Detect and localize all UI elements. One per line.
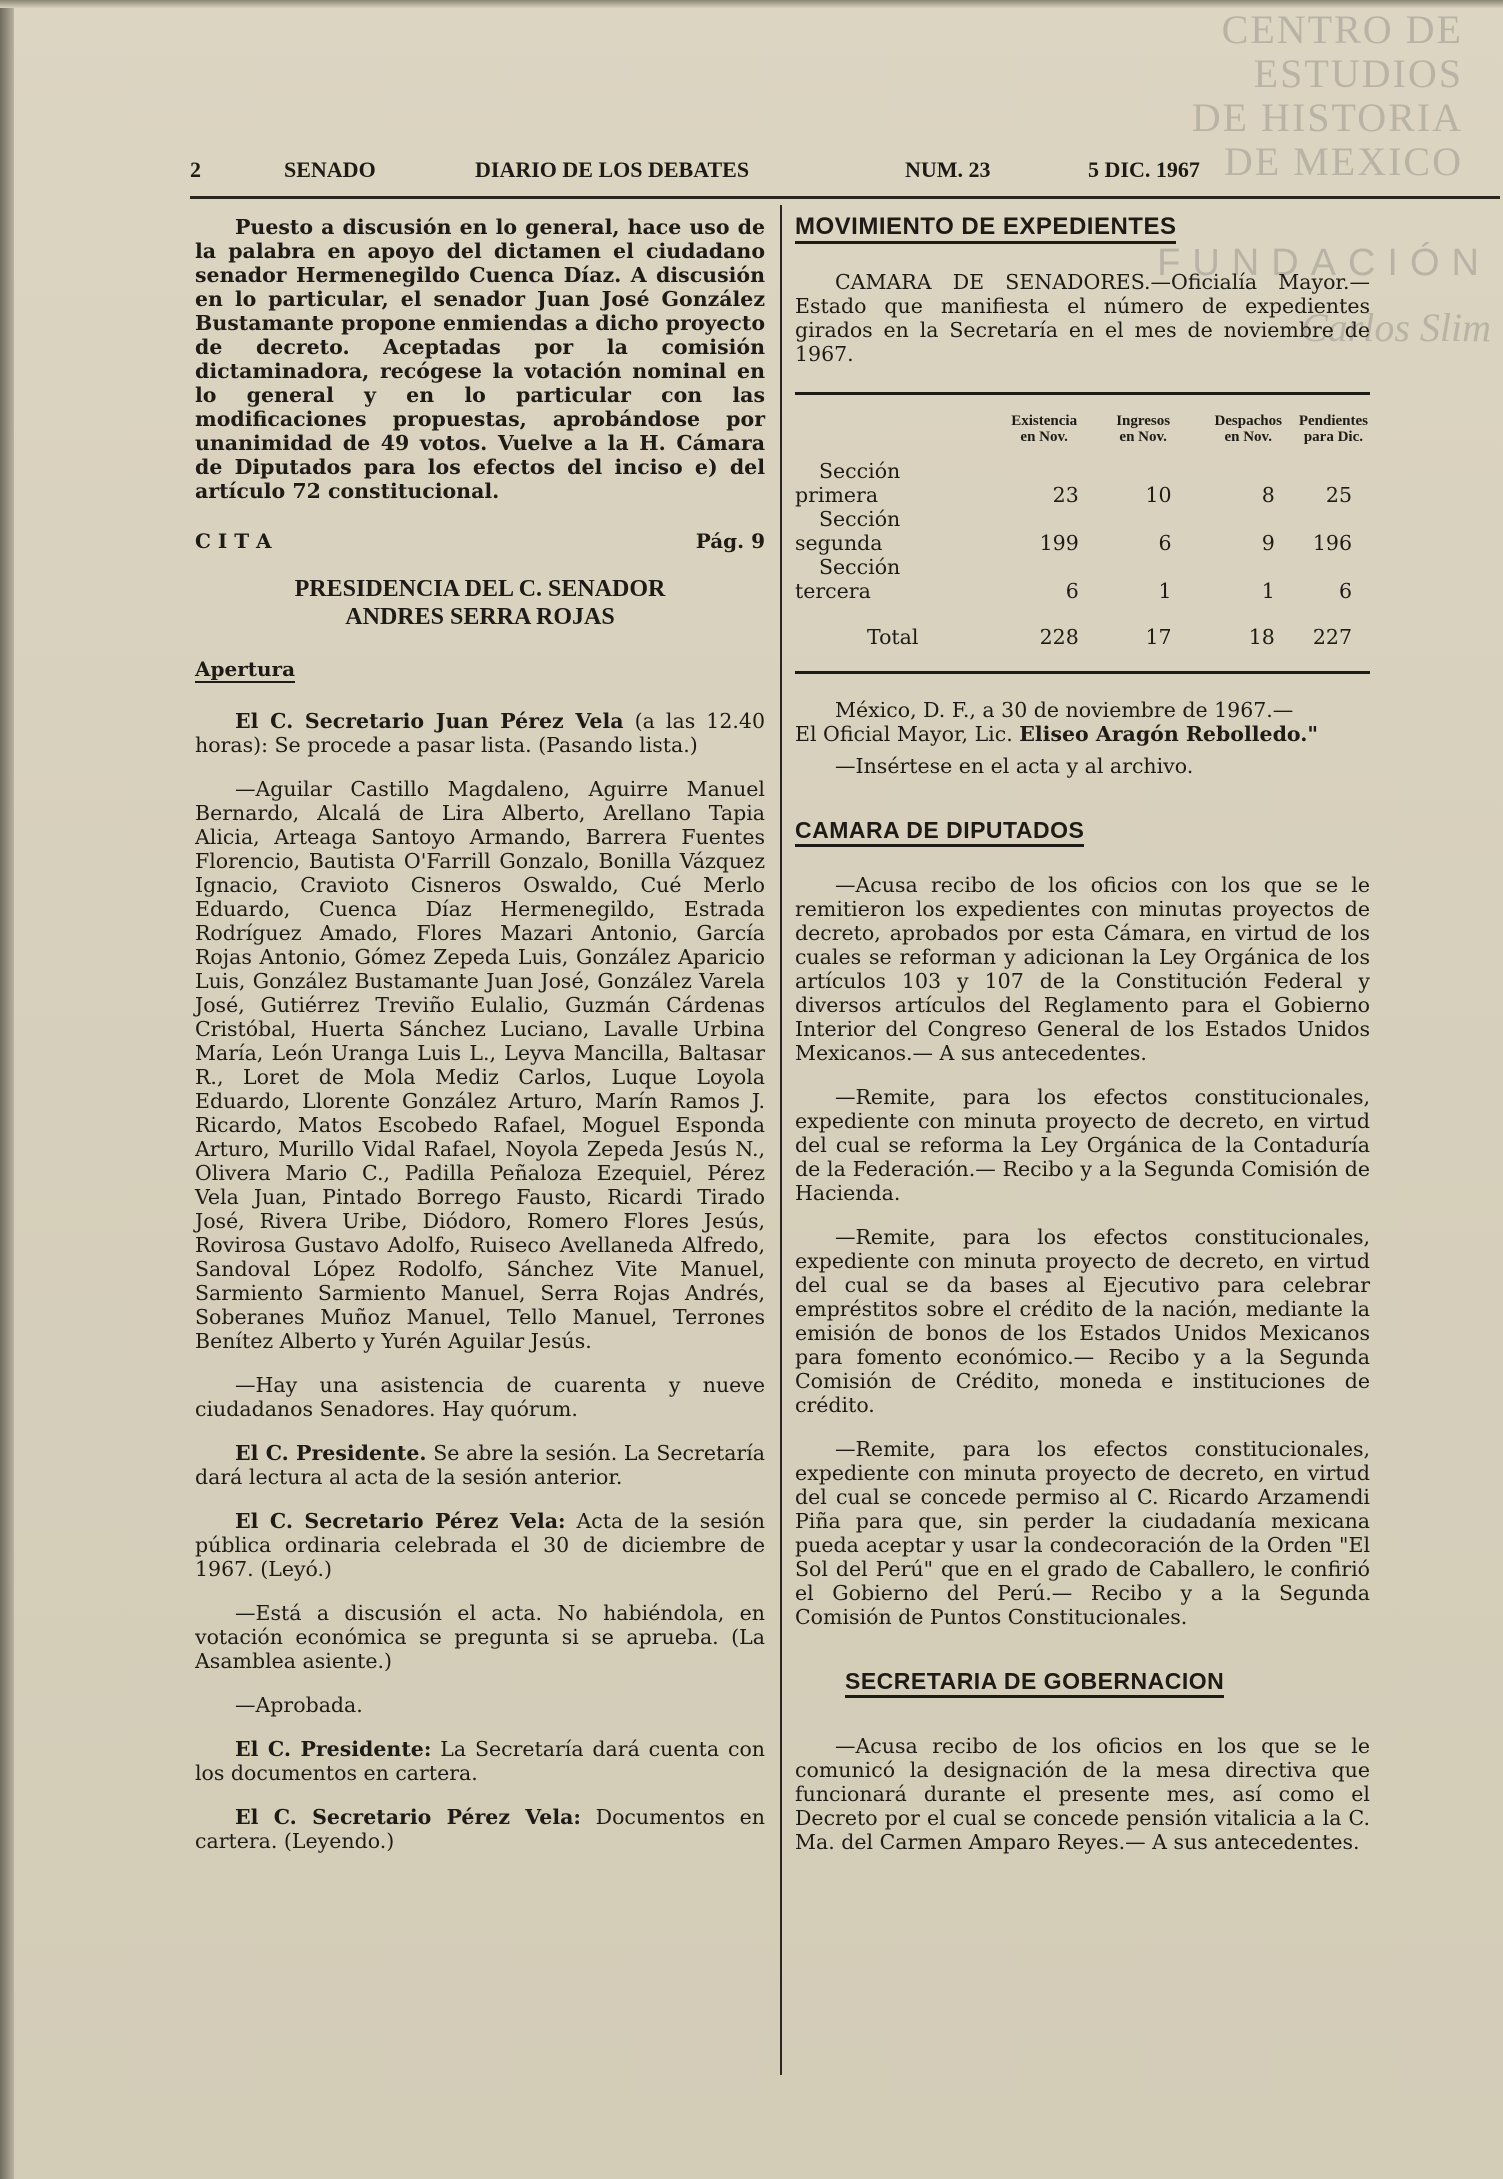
row-label: Sección tercera (795, 555, 901, 603)
closing-signature: El Oficial Mayor, Lic. Eliseo Aragón Rebolledo." (795, 722, 1319, 746)
table-cell: 6 (1338, 579, 1352, 603)
table-cell: 228 (1039, 625, 1079, 649)
table-cell: 6 (1065, 579, 1079, 603)
page-number: 2 (190, 157, 201, 182)
table-row (795, 507, 1370, 555)
president-paragraph (195, 1737, 765, 1785)
apertura-heading: Apertura (195, 657, 296, 681)
table-row (795, 555, 1370, 603)
attendance-list: —Aguilar Castillo Magdaleno, Aguirre Manuel Bernardo, Alcalá de Lira Alberto, Arellano Tapia Alicia, Arteaga Santoyo Armando, Barrera Fuentes Florencio, Bautista O'Farrill Gonzalo, Bonilla Vázquez Ignacio, Cravioto Cisneros Oswaldo, Cué Merlo Eduardo, Cuenca Díaz Hermenegildo, Estrada Rodríguez Amado, Flores Mazari Antonio, García Rojas Antonio, Gómez Zepeda Luis, González Aparicio Luis, González Bustamante Juan José, González Varela José, Gutiérrez Treviño Eulalio, Guzmán Cárdenas Cristóbal, Huerta Sánchez Luciano, Lavalle Urbina María, León Uranga Luis L., Leyva Mancilla, Baltasar R., Loret de Mola Mediz Carlos, Luque Loyola Eduardo, Llorente González Arturo, Marín Ramos J. Ricardo, Matos Escobedo Rafael, Moguel Esponda Arturo, Murillo Vidal Rafael, Noyola Zepeda Jesús N., Olivera Mario C., Padilla Peñaloza Ezequiel, Pérez Vela Juan, Pintado Borrego Fausto, Ricardi Tirado José, Rivera Uribe, Diódoro, Romero Flores Jesús, Rovirosa Gustavo Adolfo, Ruiseco Avellaneda Alfredo, Sandoval López Rodolfo, Sánchez Vite Manuel, Sarmiento Sarmiento Manuel, Serra Rojas Andrés, Soberanes Muñoz Manuel, Tello Manuel, Terrones Benítez Alberto y Yurén Aguilar Jesús. (195, 777, 765, 1353)
table-cell: 6 (1158, 531, 1172, 555)
table-cell: 25 (1325, 483, 1352, 507)
approved-paragraph: —Aprobada. (235, 1693, 363, 1717)
watermark-line: DE HISTORIA (1191, 95, 1463, 140)
right-column (795, 215, 1370, 1854)
section-title-movimiento: MOVIMIENTO DE EXPEDIENTES (795, 215, 1176, 244)
column-divider (780, 205, 782, 2075)
row-label: Sección segunda (795, 507, 901, 555)
discussion-paragraph: —Está a discusión el acta. No habiéndola, en votación económica se pregunta si se aprueba. (La Asamblea asiente.) (195, 1601, 765, 1673)
closing-date: México, D. F., a 30 de noviembre de 1967.— (835, 698, 1294, 722)
table-header-row (795, 413, 1370, 459)
speaker: El C. Secretario Juan Pérez Vela (235, 709, 624, 733)
watermark-line: DE MEXICO (1223, 139, 1463, 184)
presidency-heading (195, 575, 765, 631)
speaker: El C. Secretario Pérez Vela: (235, 1509, 566, 1533)
cita-page: Pág. 9 (695, 529, 765, 553)
section-title-gobernacion: SECRETARIA DE GOBERNACION (845, 1669, 1224, 1698)
expedientes-table (795, 413, 1370, 649)
header-publication: DIARIO DE LOS DEBATES (475, 157, 750, 182)
intro-paragraph: Puesto a discusión en lo general, hace uso de la palabra en apoyo del dictamen el ciudadano senador Hermenegildo Cuenca Díaz. A discusión en lo particular, el senador Juan José González Bustamante propone enmiendas a dicho proyecto de decreto. Aceptadas por la comisión dictaminadora, recógese la votación nominal en lo general y en lo particular con las modificaciones propuestas, aprobándose por unanimidad de 49 votos. Vuelve a la H. Cámara de Diputados para los efectos del inciso e) del artículo 72 constitucional. (195, 215, 765, 503)
gobernacion-item: —Acusa recibo de los oficios en los que se le comunicó la designación de la mesa directiva que funcionará durante el presente mes, así como el Decreto por el cual se concede pensión vitalicia a la C. Ma. del Carmen Amparo Reyes.— A sus antecedentes. (795, 1734, 1370, 1854)
total-label: Total (867, 625, 919, 649)
presidency-line: PRESIDENCIA DEL C. SENADOR (294, 576, 666, 602)
header-rule (190, 196, 1500, 199)
cita-label: C I T A (195, 529, 272, 553)
speech-text: Documentos en cartera. (Leyendo.) (195, 1805, 765, 1853)
movimiento-intro: CAMARA DE SENADORES.—Oficialía Mayor.—Estado que manifiesta el número de expedientes girados en la Secretaría en el mes de noviembre de 1967. (795, 270, 1370, 366)
diputados-item: —Remite, para los efectos constitucionales, expediente con minuta proyecto de decreto, en virtud del cual se da bases al Ejecutivo para celebrar empréstitos sobre el crédito de la nación, mediante la emisión de bonos de los Estados Unidos Mexicanos para fomento económico.— Recibo y a la Segunda Comisión de Crédito, moneda e instituciones de crédito. (795, 1225, 1370, 1417)
closing-note: —Insértese en el acta y al archivo. (835, 754, 1194, 778)
official-name: Eliseo Aragón Rebolledo." (1019, 722, 1319, 746)
watermark-line: CENTRO DE (1221, 7, 1463, 52)
speech-text: Se abre la sesión. La Secretaría dará lectura al acta de la sesión anterior. (195, 1441, 765, 1489)
table-total-row (795, 603, 1370, 649)
column-header: Pendientes para Dic. (1298, 413, 1368, 445)
quorum-paragraph: —Hay una asistencia de cuarenta y nueve ciudadanos Senadores. Hay quórum. (195, 1373, 765, 1421)
speech-text: La Secretaría dará cuenta con los documentos en cartera. (195, 1737, 765, 1785)
table-cell: 1 (1261, 579, 1275, 603)
secretary-paragraph (195, 1509, 765, 1581)
table-cell: 227 (1312, 625, 1352, 649)
speech-text: (a las 12.40 horas): Se procede a pasar lista. (Pasando lista.) (195, 709, 765, 757)
row-label: Sección primera (795, 459, 901, 507)
speaker: El C. Presidente: (235, 1737, 432, 1761)
speaker: El C. Secretario Pérez Vela: (235, 1805, 581, 1829)
scan-edge-left (0, 0, 14, 2179)
watermark-foundation: FUNDACIÓN (1157, 242, 1491, 284)
table-cell: 196 (1312, 531, 1352, 555)
column-header: Ingresos en Nov. (1116, 413, 1171, 445)
table-cell: 17 (1145, 625, 1172, 649)
table-row (795, 459, 1370, 507)
table-cell: 23 (1052, 483, 1079, 507)
president-paragraph (195, 1441, 765, 1489)
header-issue: NUM. 23 (905, 157, 991, 182)
column-header: Despachos en Nov. (1214, 413, 1282, 445)
watermark-line: ESTUDIOS (1253, 51, 1463, 96)
presidency-line: ANDRES SERRA ROJAS (345, 604, 615, 630)
roll-call-paragraph (195, 709, 765, 757)
diputados-item: —Remite, para los efectos constitucionales, expediente con minuta proyecto de decreto, en virtud del cual se concede permiso al C. Ricardo Arzamendi Piña para que, sin perder la ciudadanía mexicana pueda aceptar y usar la condecoración de la Orden "El Sol del Perú" que en el grado de Caballero, le confirió el Gobierno del Perú.— Recibo y a la Segunda Comisión de Puntos Constitucionales. (795, 1437, 1370, 1629)
speech-text: Acta de la sesión pública ordinaria celebrada el 30 de diciembre de 1967. (Leyó.) (195, 1509, 765, 1581)
diputados-item: —Acusa recibo de los oficios con los que se le remitieron los expedientes con minutas proyectos de decreto, aprobados por esta Cámara, en virtud de los cuales se reforman y adicionan la Ley Orgánica de los artículos 103 y 107 de la Constitución Federal y diversos artículos del Reglamento para el Gobierno Interior del Congreso General de los Estados Unidos Mexicanos.— A sus antecedentes. (795, 873, 1370, 1065)
table-cell: 10 (1145, 483, 1172, 507)
table-cell: 9 (1261, 531, 1275, 555)
column-header: Existencia en Nov. (1011, 413, 1078, 445)
table-cell: 199 (1039, 531, 1079, 555)
left-column (195, 215, 765, 1853)
speaker: El C. Presidente. (235, 1441, 427, 1465)
header-chamber: SENADO (284, 157, 376, 182)
running-header (190, 157, 1250, 187)
secretary-paragraph (195, 1805, 765, 1853)
table-cell: 8 (1261, 483, 1275, 507)
diputados-item: —Remite, para los efectos constitucionales, expediente con minuta proyecto de decreto, en virtud del cual se reforma la Ley Orgánica de la Contaduría de la Federación.— Recibo y a la Segunda Comisión de Hacienda. (795, 1085, 1370, 1205)
section-title-diputados: CAMARA DE DIPUTADOS (795, 818, 1084, 847)
cita-row (195, 529, 765, 553)
table-cell: 18 (1248, 625, 1275, 649)
table-cell: 1 (1158, 579, 1172, 603)
header-date: 5 DIC. 1967 (1088, 157, 1200, 182)
watermark-signature: Carlos Slim (1300, 305, 1491, 350)
